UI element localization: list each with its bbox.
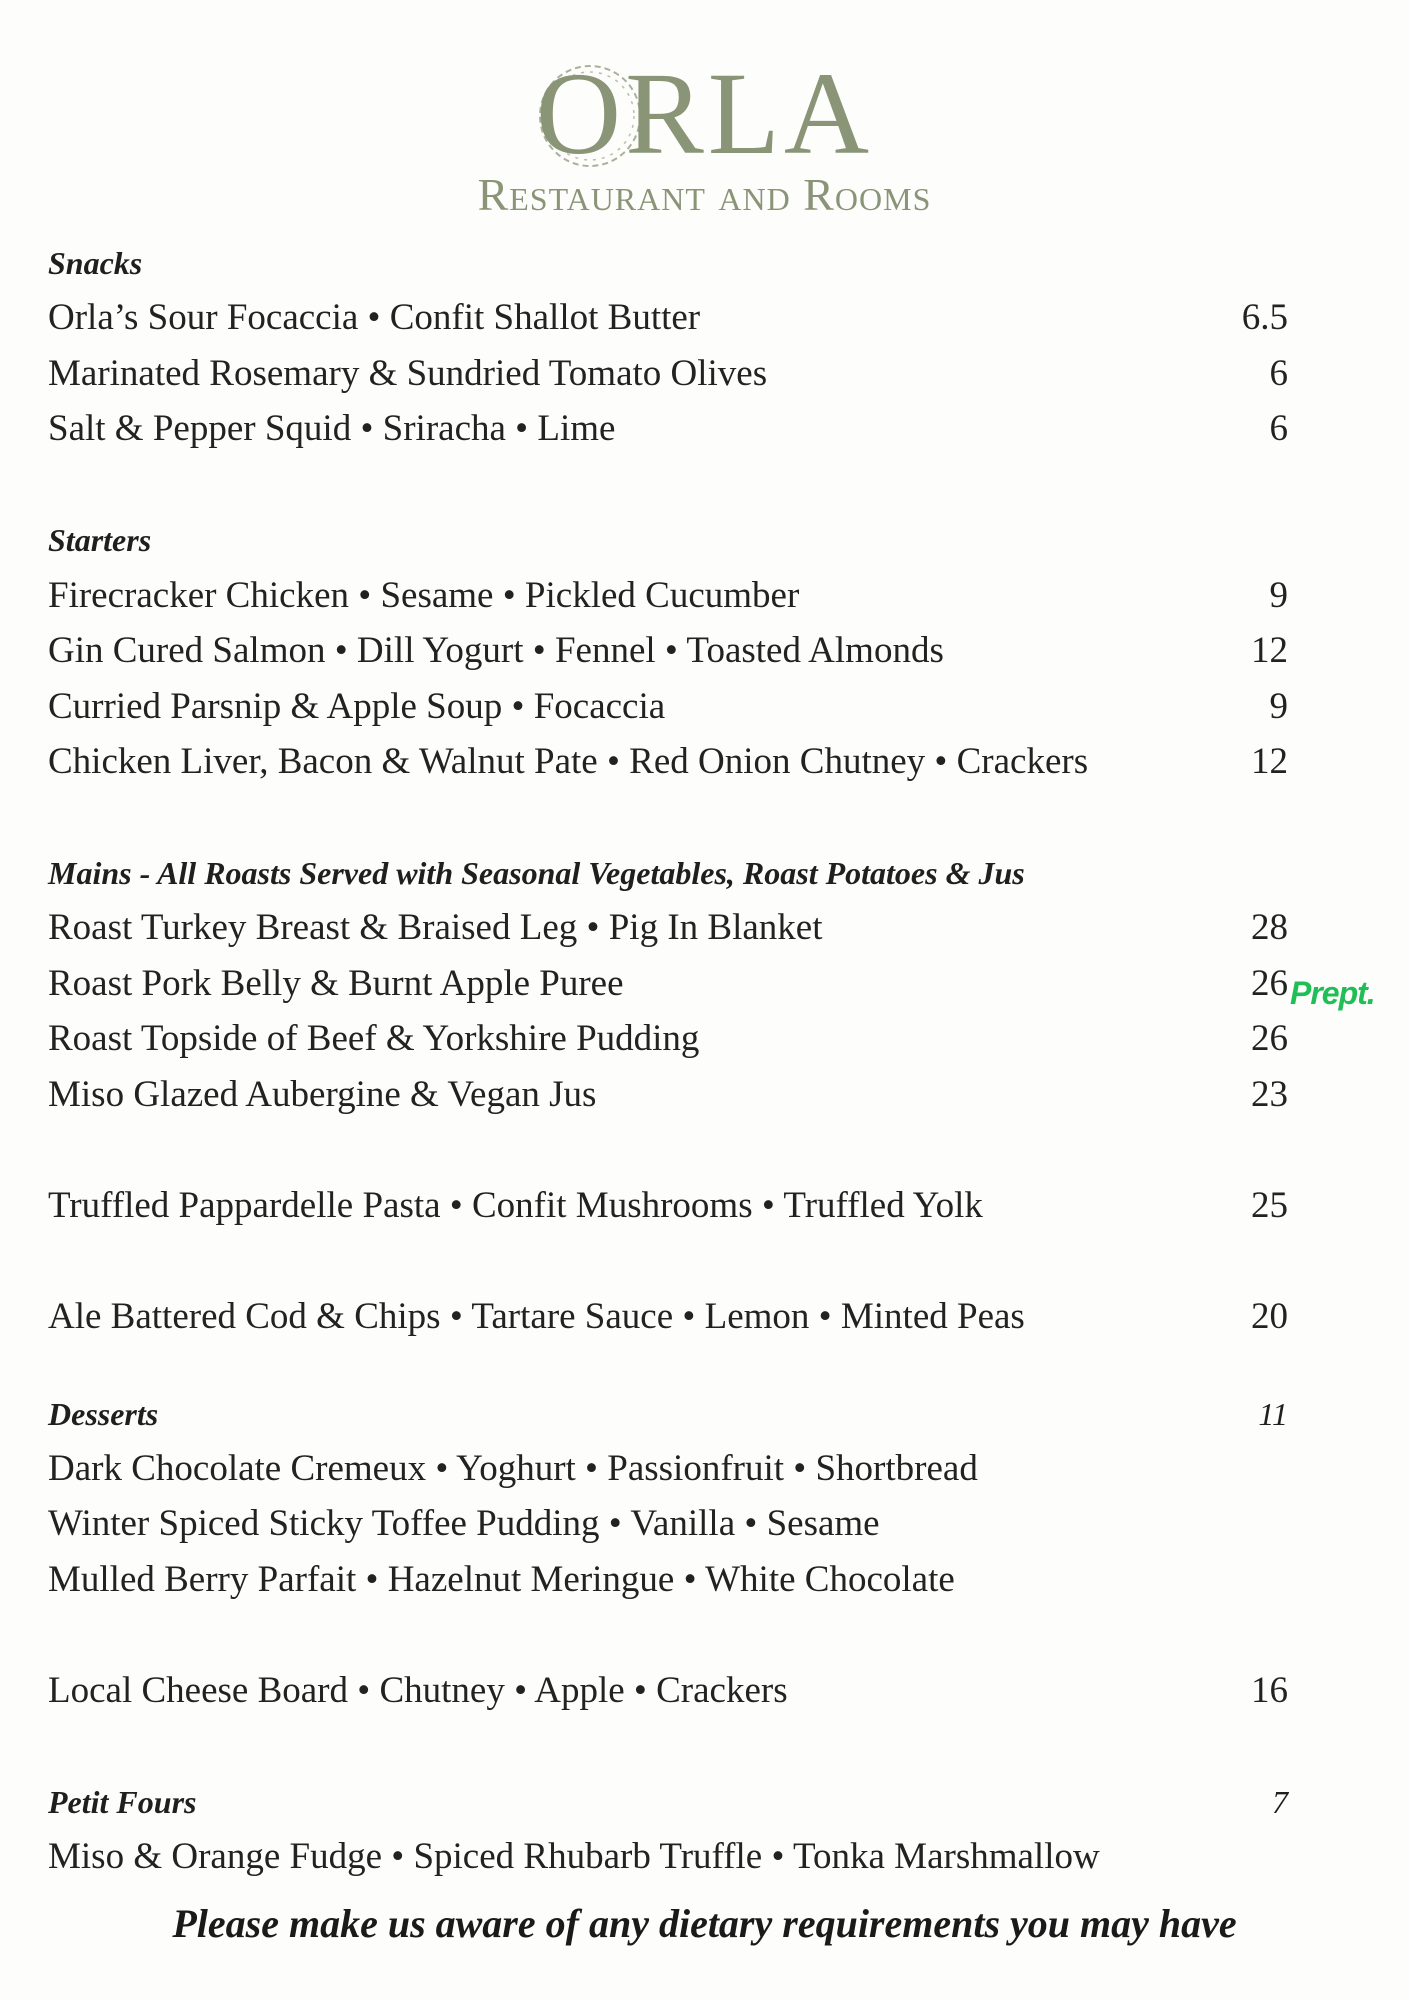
item-name: Orla’s Sour Focaccia • Confit Shallot Butter — [48, 297, 701, 338]
item-price: 20 — [1251, 1296, 1288, 1337]
restaurant-logo-name: ORLA — [535, 48, 874, 179]
menu-item — [48, 625, 1288, 677]
section-title: Petit Fours — [48, 1784, 197, 1820]
menu-item — [48, 1665, 1288, 1717]
section-price: 7 — [1272, 1784, 1288, 1820]
menu-item — [48, 570, 1288, 622]
section-title: Snacks — [48, 245, 143, 281]
item-name: Local Cheese Board • Chutney • Apple • Crackers — [48, 1670, 788, 1711]
menu-item — [48, 1291, 1288, 1343]
item-name: Dark Chocolate Cremeux • Yoghurt • Passionfruit • Shortbread — [48, 1448, 978, 1489]
item-name: Ale Battered Cod & Chips • Tartare Sauce • Lemon • Minted Peas — [48, 1296, 1025, 1337]
item-price: 28 — [1251, 907, 1288, 948]
item-name: Mulled Berry Parfait • Hazelnut Meringue • White Chocolate — [48, 1559, 955, 1600]
menu-item — [48, 1013, 1288, 1065]
item-name: Winter Spiced Sticky Toffee Pudding • Vanilla • Sesame — [48, 1503, 880, 1544]
section-heading-desserts — [48, 1388, 1288, 1440]
menu-item — [48, 1443, 1288, 1495]
item-price: 12 — [1251, 741, 1288, 782]
menu-item — [48, 1831, 1288, 1883]
item-price: 25 — [1251, 1185, 1288, 1226]
item-name: Chicken Liver, Bacon & Walnut Pate • Red Onion Chutney • Crackers — [48, 741, 1089, 782]
item-price: 12 — [1251, 630, 1288, 671]
menu-item — [48, 902, 1288, 954]
item-name: Curried Parsnip & Apple Soup • Focaccia — [48, 686, 666, 727]
item-price: 9 — [1269, 575, 1288, 616]
section-heading-snacks — [48, 237, 1288, 289]
section-heading-petit-fours — [48, 1776, 1288, 1828]
menu-item — [48, 1498, 1288, 1550]
menu-item — [48, 681, 1288, 733]
item-price: 6 — [1269, 353, 1288, 394]
menu-item — [48, 736, 1288, 788]
section-heading-mains — [48, 847, 1288, 899]
item-price: 6.5 — [1241, 297, 1288, 338]
section-price: 11 — [1258, 1396, 1288, 1432]
item-name: Roast Topside of Beef & Yorkshire Pudding — [48, 1018, 700, 1059]
item-name: Truffled Pappardelle Pasta • Confit Mushrooms • Truffled Yolk — [48, 1185, 983, 1226]
section-title: Mains - All Roasts Served with Seasonal Vegetables, Roast Potatoes & Jus — [48, 855, 1025, 891]
section-title: Starters — [48, 522, 152, 558]
menu-item — [48, 348, 1288, 400]
menu-item — [48, 1069, 1288, 1121]
item-price: 16 — [1251, 1670, 1288, 1711]
item-name: Marinated Rosemary & Sundried Tomato Olives — [48, 353, 768, 394]
prept-watermark: Prept. — [1290, 975, 1375, 1011]
item-name: Roast Pork Belly & Burnt Apple Puree — [48, 963, 624, 1004]
item-price: 23 — [1251, 1074, 1288, 1115]
section-heading-starters — [48, 514, 1288, 566]
section-title: Desserts — [48, 1396, 159, 1432]
item-price: 6 — [1269, 408, 1288, 449]
menu-item — [48, 958, 1288, 1010]
item-price: 26 — [1251, 963, 1288, 1004]
item-name: Salt & Pepper Squid • Sriracha • Lime — [48, 408, 616, 449]
menu-item — [48, 292, 1288, 344]
item-price: 26 — [1251, 1018, 1288, 1059]
dietary-notice: Please make us aware of any dietary requirements you may have — [172, 1901, 1237, 1946]
menu-item — [48, 403, 1288, 455]
item-name: Gin Cured Salmon • Dill Yogurt • Fennel • Toasted Almonds — [48, 630, 944, 671]
item-name: Miso & Orange Fudge • Spiced Rhubarb Truffle • Tonka Marshmallow — [48, 1836, 1100, 1877]
menu-item — [48, 1180, 1288, 1232]
menu-item — [48, 1554, 1288, 1606]
item-name: Firecracker Chicken • Sesame • Pickled Cucumber — [48, 575, 800, 616]
item-name: Roast Turkey Breast & Braised Leg • Pig In Blanket — [48, 907, 823, 948]
item-price: 9 — [1269, 686, 1288, 727]
item-name: Miso Glazed Aubergine & Vegan Jus — [48, 1074, 597, 1115]
restaurant-subtitle: Restaurant and Rooms — [477, 169, 932, 220]
